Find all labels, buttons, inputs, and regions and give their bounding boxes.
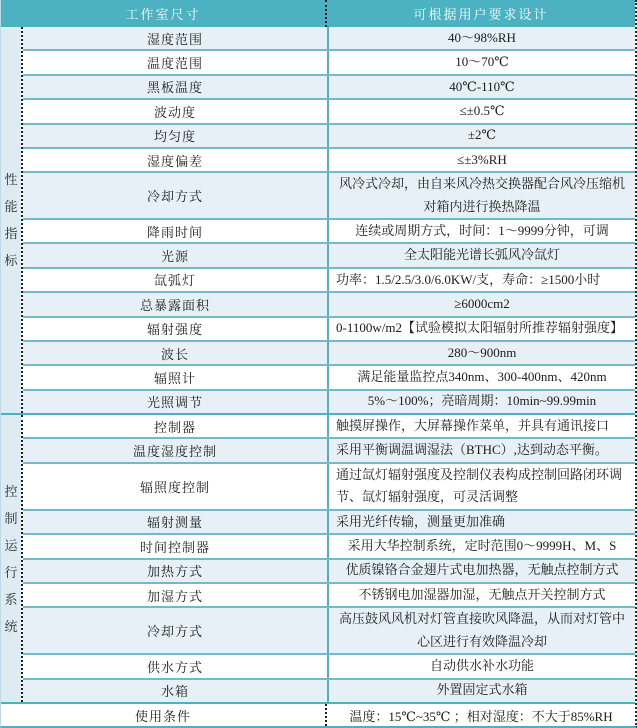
table-body [1, 27, 635, 704]
row-name: 辐射测量 [146, 515, 203, 531]
table-row [23, 318, 635, 342]
row-value: 自动供水补水功能 [327, 655, 635, 677]
row-name: 降雨时间 [146, 224, 203, 240]
row-value: 外置固定式水箱 [327, 680, 635, 702]
table-row [23, 655, 635, 679]
section-label-char: 行 [4, 564, 18, 580]
row-name: 波长 [160, 346, 189, 362]
table-row [23, 366, 635, 390]
row-value: 280～900nm [327, 342, 635, 364]
table-row [23, 680, 635, 702]
section-rows [21, 27, 635, 413]
row-value: 不锈钢电加湿器加湿，无触点开关控制方式 [327, 584, 635, 606]
table-row [23, 125, 635, 149]
row-name: 湿度范围 [146, 31, 203, 47]
section-vertical-label [1, 27, 21, 413]
section-label-char: 性 [4, 172, 18, 187]
table-row [23, 269, 635, 293]
row-value: 采用平衡调温调湿法（BTHC）,达到动态平衡。 [327, 439, 635, 461]
row-name: 温度范围 [146, 56, 203, 72]
row-name: 氙弧灯 [153, 273, 196, 289]
table-row [23, 293, 635, 317]
section-label-char: 能 [4, 199, 18, 214]
row-value: 采用大华控制系统，定时范围0～9999H、M、S [327, 535, 635, 557]
row-name: 总暴露面积 [139, 297, 210, 313]
row-value: 风冷式冷却，由自来风冷热交换器配合风冷压缩机对箱内进行换热降温 [327, 173, 635, 218]
section-rows [21, 415, 635, 702]
row-name: 辐照计 [153, 370, 196, 386]
section-label-char: 控 [4, 483, 18, 499]
row-value: 触摸屏操作，大屏幕操作菜单，并具有通讯接口 [327, 415, 635, 437]
row-name: 黑板温度 [146, 80, 203, 96]
table-row [23, 149, 635, 173]
table-row [23, 511, 635, 535]
table-row [23, 342, 635, 366]
row-value: 全太阳能光谱长弧风冷氙灯 [327, 244, 635, 266]
row-name: 波动度 [153, 104, 196, 120]
header-cell-custom-design: 可根据用户要求设计 [413, 7, 549, 22]
row-value: 满足能量监控点340nm、300-400nm、420nm [327, 366, 635, 388]
row-name: 辐射强度 [146, 322, 203, 338]
row-name: 加湿方式 [146, 588, 203, 604]
row-name: 湿度偏差 [146, 153, 203, 169]
header-cell-workroom-size: 工作室尺寸 [1, 0, 327, 27]
section-label-char: 统 [4, 618, 18, 634]
row-name: 水箱 [160, 684, 189, 700]
table-row [23, 584, 635, 608]
table-row [23, 464, 635, 511]
row-name: 使用条件 [1, 704, 327, 726]
row-value: ≥6000cm2 [327, 293, 635, 315]
row-value: 温度：15℃~35℃ ；相对湿度：不大于85%RH [349, 708, 613, 724]
row-name: 光源 [160, 249, 189, 265]
row-value: 功率：1.5/2.5/3.0/6.0KW/支，寿命：≥1500小时 [327, 269, 635, 291]
table-row [23, 535, 635, 559]
section-label-char: 制 [4, 510, 18, 526]
table-row [23, 51, 635, 75]
row-value: ±2℃ [327, 125, 635, 147]
row-name: 辐照度控制 [139, 479, 210, 495]
row-name: 控制器 [153, 419, 196, 435]
row-name: 时间控制器 [139, 539, 210, 555]
row-value: 40～98%RH [327, 27, 635, 49]
row-name: 加热方式 [146, 564, 203, 580]
row-value: 40℃-110℃ [327, 76, 635, 98]
row-value: 优质镍铬合金翅片式电加热器，无触点控制方式 [327, 560, 635, 582]
row-name: 冷却方式 [146, 189, 203, 205]
section-0 [1, 27, 635, 415]
table-row [23, 100, 635, 124]
usage-condition-row [1, 704, 635, 726]
section-label-char: 系 [4, 591, 18, 607]
table-row [23, 608, 635, 655]
table-row [23, 244, 635, 268]
row-name: 光照调节 [146, 395, 203, 411]
section-label-char: 指 [4, 226, 18, 241]
row-name: 供水方式 [146, 659, 203, 675]
row-name: 温度湿度控制 [132, 444, 217, 460]
row-value: ≤±0.5℃ [327, 100, 635, 122]
row-name: 冷却方式 [146, 624, 203, 640]
table-header-row [1, 0, 635, 27]
row-value: 连续或周期方式，时间：1～9999分钟，可调 [327, 220, 635, 242]
table-row [23, 173, 635, 220]
section-1 [1, 415, 635, 704]
row-value: ≤±3%RH [327, 149, 635, 171]
section-label-char: 标 [4, 253, 18, 268]
table-row [23, 439, 635, 463]
table-row [23, 76, 635, 100]
table-row [23, 391, 635, 413]
row-value: 5%～100%；亮暗周期：10min~99.99min [327, 391, 635, 413]
row-value: 10～70℃ [327, 51, 635, 73]
row-name: 均匀度 [153, 129, 196, 145]
table-row [23, 415, 635, 439]
section-label-char: 运 [4, 537, 18, 553]
row-value: 高压鼓风风机对灯管直接吹风降温，从而对灯管中心区进行有效降温冷却 [327, 608, 635, 653]
row-value: 通过氙灯辐射强度及控制仪表构成控制回路闭环调节、氙灯辐射强度，可灵活调整 [327, 464, 635, 509]
table-row [23, 560, 635, 584]
section-vertical-label [1, 415, 21, 702]
table-row [23, 27, 635, 51]
row-value: 0-1100w/m2【试验模拟太阳辐射所推荐辐射强度】 [327, 318, 635, 340]
table-row [23, 220, 635, 244]
row-value: 采用光纤传输，测量更加准确 [327, 511, 635, 533]
